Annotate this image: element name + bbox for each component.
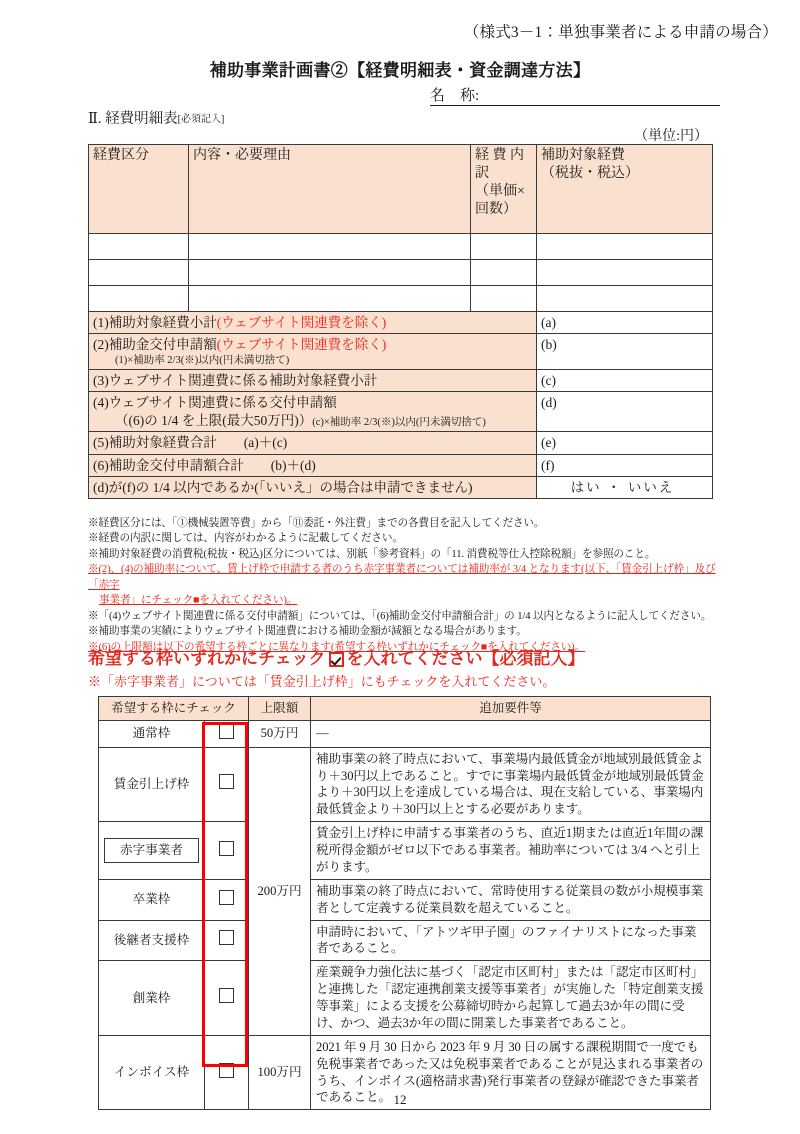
frame-row-wage-increase — [99, 747, 711, 822]
footnote-4-text: ※(2)、(4)の補助率について、賃上げ枠で申請する者のうち赤字事業者については補助率が 3/4 となります(以下、「賃金引上げ枠」及び「赤字 — [88, 564, 716, 591]
name-input-blank[interactable] — [483, 88, 720, 106]
cell-amount[interactable] — [537, 260, 713, 286]
checkmark-icon — [329, 652, 344, 667]
summary-label-1-red: (ウェブサイト関連費を除く) — [216, 315, 387, 330]
column-header-limit: 上限額 — [249, 697, 311, 721]
callout-sub-line: ※「赤字事業者」については「賃金引上げ枠」にもチェックを入れてください。 — [88, 673, 556, 689]
frame-checkbox-cell-startup[interactable] — [205, 961, 249, 1036]
form-code: （様式3－1：単独事業者による申請の場合） — [463, 24, 778, 41]
frame-name-normal: 通常枠 — [99, 720, 205, 747]
summary-value-b[interactable]: (b) — [537, 334, 713, 370]
frame-checkbox-cell-deficit[interactable] — [205, 822, 249, 880]
summary-value-a[interactable]: (a) — [537, 312, 713, 334]
page-title: 補助事業計画書②【経費明細表・資金調達方法】 — [209, 61, 591, 80]
frame-name-wage-increase: 賃金引上げ枠 — [99, 747, 205, 822]
breakdown-line-1: 経 費 内 — [475, 148, 524, 163]
frame-selection-table — [98, 696, 711, 1110]
frame-checkbox-cell-normal[interactable] — [205, 720, 249, 747]
frame-checkbox-cell-graduation[interactable] — [205, 879, 249, 920]
frame-table-header-row — [99, 697, 711, 721]
column-header-expense-category: 経費区分 — [89, 145, 189, 234]
frame-requirement-normal: — — [311, 720, 711, 747]
cell-content[interactable] — [189, 286, 471, 312]
table-row[interactable] — [89, 234, 713, 260]
frame-name-deficit-business — [99, 822, 205, 880]
summary-label-2-red: (ウェブサイト関連費を除く) — [216, 337, 387, 353]
frame-selection-callout — [88, 650, 728, 690]
summary-label-2-main: (2)補助金交付申請額 — [93, 337, 217, 353]
column-header-expense-breakdown — [471, 145, 537, 234]
summary-label-5: (5)補助対象経費合計 (a)＋(c) — [89, 432, 537, 454]
yesno-question-label: (d)が(f)の 1/4 以内であるか(「いいえ」の場合は申請できません) — [89, 476, 537, 498]
breakdown-line-4: 回数） — [475, 201, 517, 217]
checkbox-successor-support[interactable] — [219, 930, 234, 945]
frame-name-graduation: 卒業枠 — [99, 879, 205, 920]
checkbox-normal[interactable] — [219, 724, 234, 739]
summary-row-yesno — [89, 476, 713, 498]
summary-value-e[interactable]: (e) — [537, 432, 713, 454]
callout-text-before: 希望する枠いずれかにチェック — [88, 649, 326, 668]
footnote-1: ※経費区分には、「①機械装置等費」から「⑪委託・外注費」までの各費目を記入してください。 — [88, 518, 545, 529]
name-label: 名 称: — [430, 84, 483, 106]
section-heading — [88, 107, 224, 128]
summary-value-c[interactable]: (c) — [537, 370, 713, 392]
table-header-row — [89, 145, 713, 234]
summary-row-1 — [89, 312, 713, 334]
summary-value-f[interactable]: (f) — [537, 454, 713, 476]
yesno-answer-choice[interactable]: はい ・ いいえ — [537, 476, 713, 498]
footnotes-block — [88, 516, 716, 655]
footnote-5: ※「(4)ウェブサイト関連費に係る交付申請額」については、「(6)補助金交付申請額合計」の 1/4 以内となるように記入してください。 — [88, 610, 712, 622]
name-field-row — [430, 84, 720, 106]
frame-requirement-successor: 申請時において、「アトツギ甲子園」のファイナリストになった事業者であること。 — [311, 920, 711, 961]
cell-breakdown[interactable] — [471, 286, 537, 312]
summary-label-6: (6)補助金交付申請額合計 (b)＋(d) — [89, 454, 537, 476]
subsidy-target-line-2: （税抜・税込） — [541, 165, 639, 181]
frame-requirement-graduation: 補助事業の終了時点において、常時使用する従業員の数が小規模事業者として定義する従業員数を超えていること。 — [311, 879, 711, 920]
cell-content[interactable] — [189, 260, 471, 286]
footnote-6: ※補助事業の実績によりウェブサイト関連費における補助金額が減額となる場合があります。 — [88, 626, 527, 638]
cell-amount[interactable] — [537, 286, 713, 312]
table-row[interactable] — [89, 260, 713, 286]
footnote-3: ※補助対象経費の消費税(税抜・税込)区分については、別紙「参考資料」の「11. 消費税等仕入控除税額」を参照のこと。 — [88, 548, 656, 560]
frame-requirement-startup: 産業競争力強化法に基づく「認定市区町村」または「認定市区町村」と連携した「認定連携創業支援等事業者」が実施した「特定創業支援等事業」による支援を公募締切時から起算して過去3か年の間に受け、かつ、過去3か年の間に開業した事業者であること。 — [311, 961, 711, 1036]
frame-row-normal — [99, 720, 711, 747]
footnote-4 — [88, 562, 716, 608]
summary-label-4-main: (4)ウェブサイト関連費に係る交付申請額 — [93, 395, 337, 411]
checkbox-startup[interactable] — [219, 988, 234, 1003]
section-heading-required: [必須記入] — [177, 114, 225, 125]
summary-label-2 — [89, 334, 537, 370]
table-row[interactable] — [89, 286, 713, 312]
expense-detail-table — [88, 144, 713, 499]
frame-limit-200: 200万円 — [249, 747, 311, 1035]
frame-checkbox-cell-wage-increase[interactable] — [205, 747, 249, 822]
summary-row-4 — [89, 392, 713, 432]
column-header-content-reason: 内容・必要理由 — [189, 145, 471, 234]
frame-limit-normal: 50万円 — [249, 720, 311, 747]
summary-label-4 — [89, 392, 537, 432]
unit-note: （単位:円） — [634, 129, 708, 144]
summary-label-1-main: (1)補助対象経費小計 — [93, 315, 217, 330]
frame-name-invoice: インボイス枠 — [99, 1035, 205, 1110]
column-header-requirements: 追加要件等 — [311, 697, 711, 721]
column-header-frame-check: 希望する枠にチェック — [99, 697, 249, 721]
frame-row-deficit-business — [99, 822, 711, 880]
frame-row-successor-support — [99, 920, 711, 961]
checkbox-graduation[interactable] — [219, 890, 234, 905]
callout-main-line — [88, 650, 728, 669]
column-header-subsidy-target — [537, 145, 713, 234]
cell-content[interactable] — [189, 234, 471, 260]
frame-name-startup: 創業枠 — [99, 961, 205, 1036]
breakdown-line-2: 訳 — [475, 165, 489, 181]
cell-category[interactable] — [89, 234, 189, 260]
footnote-2: ※経費の内訳に関しては、内容がわかるように記載してください。 — [88, 533, 403, 545]
frame-row-startup — [99, 961, 711, 1036]
summary-label-4-sub-tail: (c)×補助率 2/3(※)以内(円未満切捨て) — [312, 416, 486, 428]
checkbox-wage-increase[interactable] — [219, 774, 234, 789]
section-heading-text: Ⅱ. 経費明細表 — [88, 111, 178, 127]
frame-name-deficit-label: 赤字事業者 — [104, 838, 199, 863]
footnote-4-cont: 事業者」にチェック■を入れてください)。 — [99, 595, 298, 607]
summary-row-3 — [89, 370, 713, 392]
frame-requirement-deficit: 賃金引上げ枠に申請する事業者のうち、直近1期または直近1年間の課税所得金額がゼロ以下である事業者。補助率については 3/4 へと引上がります。 — [311, 822, 711, 880]
checkbox-deficit-business[interactable] — [219, 841, 234, 856]
summary-label-2-sub: (1)×補助率 2/3(※)以内(円未満切捨て) — [115, 354, 290, 366]
summary-row-6 — [89, 454, 713, 476]
summary-label-4-sub — [115, 413, 532, 430]
callout-text-after: を入れてください【必須記入】 — [346, 649, 585, 668]
cell-category[interactable] — [89, 260, 189, 286]
cell-breakdown[interactable] — [471, 260, 537, 286]
cell-amount[interactable] — [537, 234, 713, 260]
frame-checkbox-cell-successor[interactable] — [205, 920, 249, 961]
cell-category[interactable] — [89, 286, 189, 312]
summary-value-d[interactable]: (d) — [537, 392, 713, 432]
frame-row-graduation — [99, 879, 711, 920]
checkbox-invoice[interactable] — [219, 1063, 234, 1078]
breakdown-line-3: （単価× — [475, 183, 525, 199]
page-number: 12 — [393, 1092, 407, 1107]
frame-requirement-invoice: 2021 年 9 月 30 日から 2023 年 9 月 30 日の属する課税期間で一度でも免税事業者であった又は免税事業者であることが見込まれる事業者のうち、インボイス(適格請求書)発行事業者の登録が確認できた事業者であること。 — [311, 1035, 711, 1110]
subsidy-target-line-1: 補助対象経費 — [541, 148, 625, 163]
summary-label-3: (3)ウェブサイト関連費に係る補助対象経費小計 — [89, 370, 537, 392]
summary-row-5 — [89, 432, 713, 454]
cell-breakdown[interactable] — [471, 234, 537, 260]
summary-row-2 — [89, 334, 713, 370]
summary-label-1 — [89, 312, 537, 334]
frame-limit-invoice: 100万円 — [249, 1035, 311, 1110]
summary-label-4-sub-main: （(6)の 1/4 を上限(最大50万円)） — [115, 412, 313, 428]
frame-requirement-wage-increase: 補助事業の終了時点において、事業場内最低賃金が地域別最低賃金より＋30円以上であること。すでに事業場内最低賃金が地域別最低賃金より＋30円以上を達成している場合は、現在支給している、事業場内最低賃金より＋30円以上とする必要があります。 — [311, 747, 711, 822]
footnote-7: ※(6)の上限額は以下の希望する枠ごとに異なります(希望する枠いずれかにチェック■を入れてください)。 — [88, 641, 586, 653]
frame-name-successor-support: 後継者支援枠 — [99, 920, 205, 961]
